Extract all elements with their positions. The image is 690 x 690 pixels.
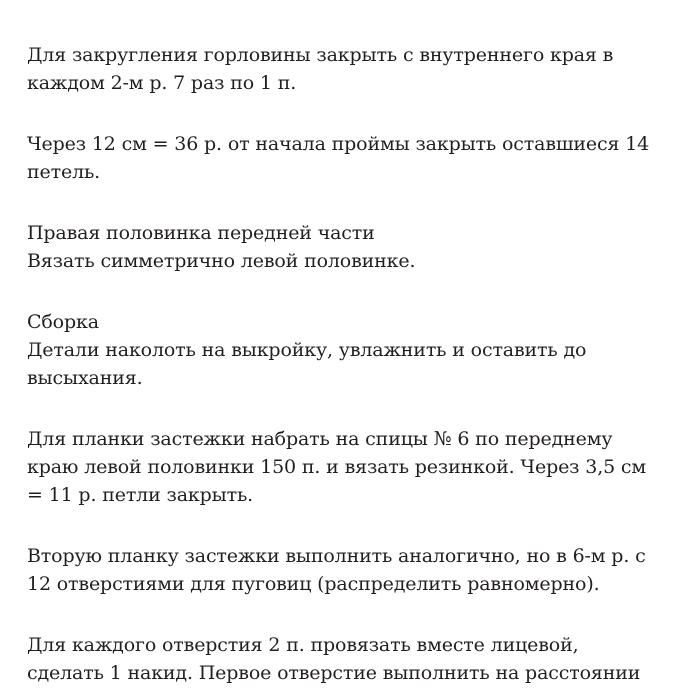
text-line: петель. [27,161,101,183]
text-line: Вторую планку застежки выполнить аналогично, но в 6-м р. с [27,545,646,567]
text-line: сделать 1 накид. Первое отверстие выполнить на расстоянии [27,662,641,684]
text-line: краю левой половинки 150 п. и вязать резинкой. Через 3,5 см [27,456,647,478]
text-line: Детали наколоть на выкройку, увлажнить и оставить до [27,339,587,361]
text-line: Для каждого отверстия 2 п. провязать вместе лицевой, [27,634,579,656]
section-heading: Правая половинка передней части [27,222,375,244]
text-line: Для планки застежки набрать на спицы № 6 по переднему [27,428,613,450]
section-heading: Сборка [27,311,99,333]
text-line: высыхания. [27,367,143,389]
text-line: каждом 2-м р. 7 раз по 1 п. [27,72,297,94]
text-line: 12 отверстиями для пуговиц (распределить равномерно). [27,573,600,595]
text-line: = 11 р. петли закрыть. [27,484,254,506]
text-line: Для закругления горловины закрыть с внутреннего края в [27,44,614,66]
text-line: Через 12 см = 36 р. от начала проймы закрыть оставшиеся 14 [27,133,650,155]
text-line: Вязать симметрично левой половинке. [27,250,416,272]
